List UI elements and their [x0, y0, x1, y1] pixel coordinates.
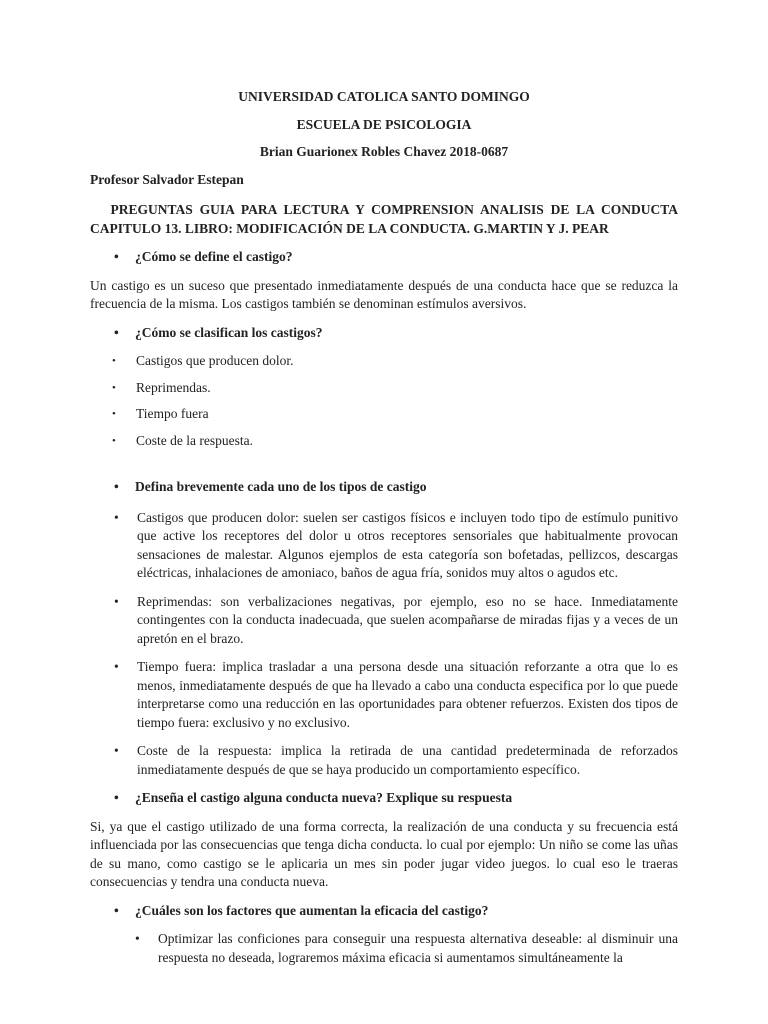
bullet: •: [114, 509, 119, 525]
list-item: • Optimizar las conficiones para conseguir una respuesta alternativa deseable: al disminuir una respuesta no deseada, lograremos máxima eficacia si aumentamos simultáneamente la: [135, 931, 678, 965]
list-item: • Reprimendas.: [90, 379, 678, 398]
list-item: • Castigos que producen dolor: suelen ser castigos físicos e incluyen todo tipo de estímulo punitivo que active los receptores del dolor u otros receptores sensoriales que habitualmente provocan sensaciones de malestar. Algunos ejemplos de esta categoría son bofetadas, pellizcos, descargas eléctricas, inhalaciones de amoniaco, baños de agua fría, sonidos muy altos o agudos etc.: [114, 509, 678, 580]
bullet: •: [114, 902, 119, 918]
question-2: • ¿Cómo se clasifican los castigos?: [90, 324, 678, 343]
list-item: • Tiempo fuera: implica trasladar a una persona desde una situación reforzante a otra que lo es menos, inmediatamente después de que ha llevado a cabo una conducta especifica por lo que puede interpretarse como una reducción en las oportunidades para obtener refuerzos. Existen dos tipos de tiempo fuera: exclusivo y no exclusivo.: [114, 659, 678, 730]
bullet: •: [135, 931, 140, 946]
university-name: UNIVERSIDAD CATOLICA SANTO DOMINGO: [238, 89, 530, 104]
question-1: • ¿Cómo se define el castigo?: [90, 248, 678, 267]
bullet: •: [112, 434, 116, 447]
bullet: •: [114, 249, 119, 264]
school-name: ESCUELA DE PSICOLOGIA: [296, 116, 472, 132]
bullet: •: [114, 743, 119, 758]
question-4: • ¿Enseña el castigo alguna conducta nueva? Explique su respuesta: [90, 789, 678, 808]
student-name: Brian Guarionex Robles Chavez 2018-0687: [259, 144, 509, 159]
list-item: • Coste de la respuesta: implica la retirada de una cantidad predeterminada de reforzados inmediatamente después de que se haya producido un comportamiento específico.: [114, 743, 678, 777]
bullet: •: [112, 408, 116, 420]
bullet: •: [114, 479, 119, 494]
professor-name: Profesor Salvador Estepan: [90, 171, 244, 187]
question-5: • ¿Cuáles son los factores que aumentan la eficacia del castigo?: [90, 902, 678, 921]
bullet: •: [114, 790, 119, 805]
list-item: • Castigos que producen dolor.: [90, 352, 678, 371]
bullet: •: [114, 324, 119, 340]
bullet: •: [112, 355, 116, 367]
bullet: •: [112, 381, 116, 394]
bullet: •: [114, 659, 119, 674]
list-item: • Tiempo fuera: [90, 405, 678, 424]
document-title: PREGUNTAS GUIA PARA LECTURA Y COMPRENSION ANALISIS DE LA CONDUCTA CAPITULO 13. LIBRO: MODIFICACIÓN DE LA CONDUCTA. G.MARTIN Y J. PEAR: [90, 202, 678, 236]
answer-1: Un castigo es un suceso que presentado inmediatamente después de una conducta hace que se reduzca la frecuencia de la misma. Los castigos también se denominan estímulos aversivos.: [90, 277, 678, 311]
document-page: [90, 88, 678, 967]
answer-4: Si, ya que el castigo utilizado de una forma correcta, la realización de una conducta y su frecuencia está influenciada por las consecuencias que tenga dicha conducta. lo cual por ejemplo: Un niño se come las uñas de su mano, como castigo se le aplicaria un mes sin poder jugar video juegos. lo cual eso le traeras consecuencias y tendra una conducta nueva.: [90, 818, 678, 889]
list-item: • Reprimendas: son verbalizaciones negativas, por ejemplo, eso no se hace. Inmediatamente contingentes con la conducta inadecuada, que suelen acompañarse de miradas fijas y a veces de un apretón en el brazo.: [114, 593, 678, 646]
question-3: • Defina brevemente cada uno de los tipos de castigo: [90, 478, 678, 497]
list-item: • Coste de la respuesta.: [90, 432, 678, 451]
bullet: •: [114, 593, 119, 609]
